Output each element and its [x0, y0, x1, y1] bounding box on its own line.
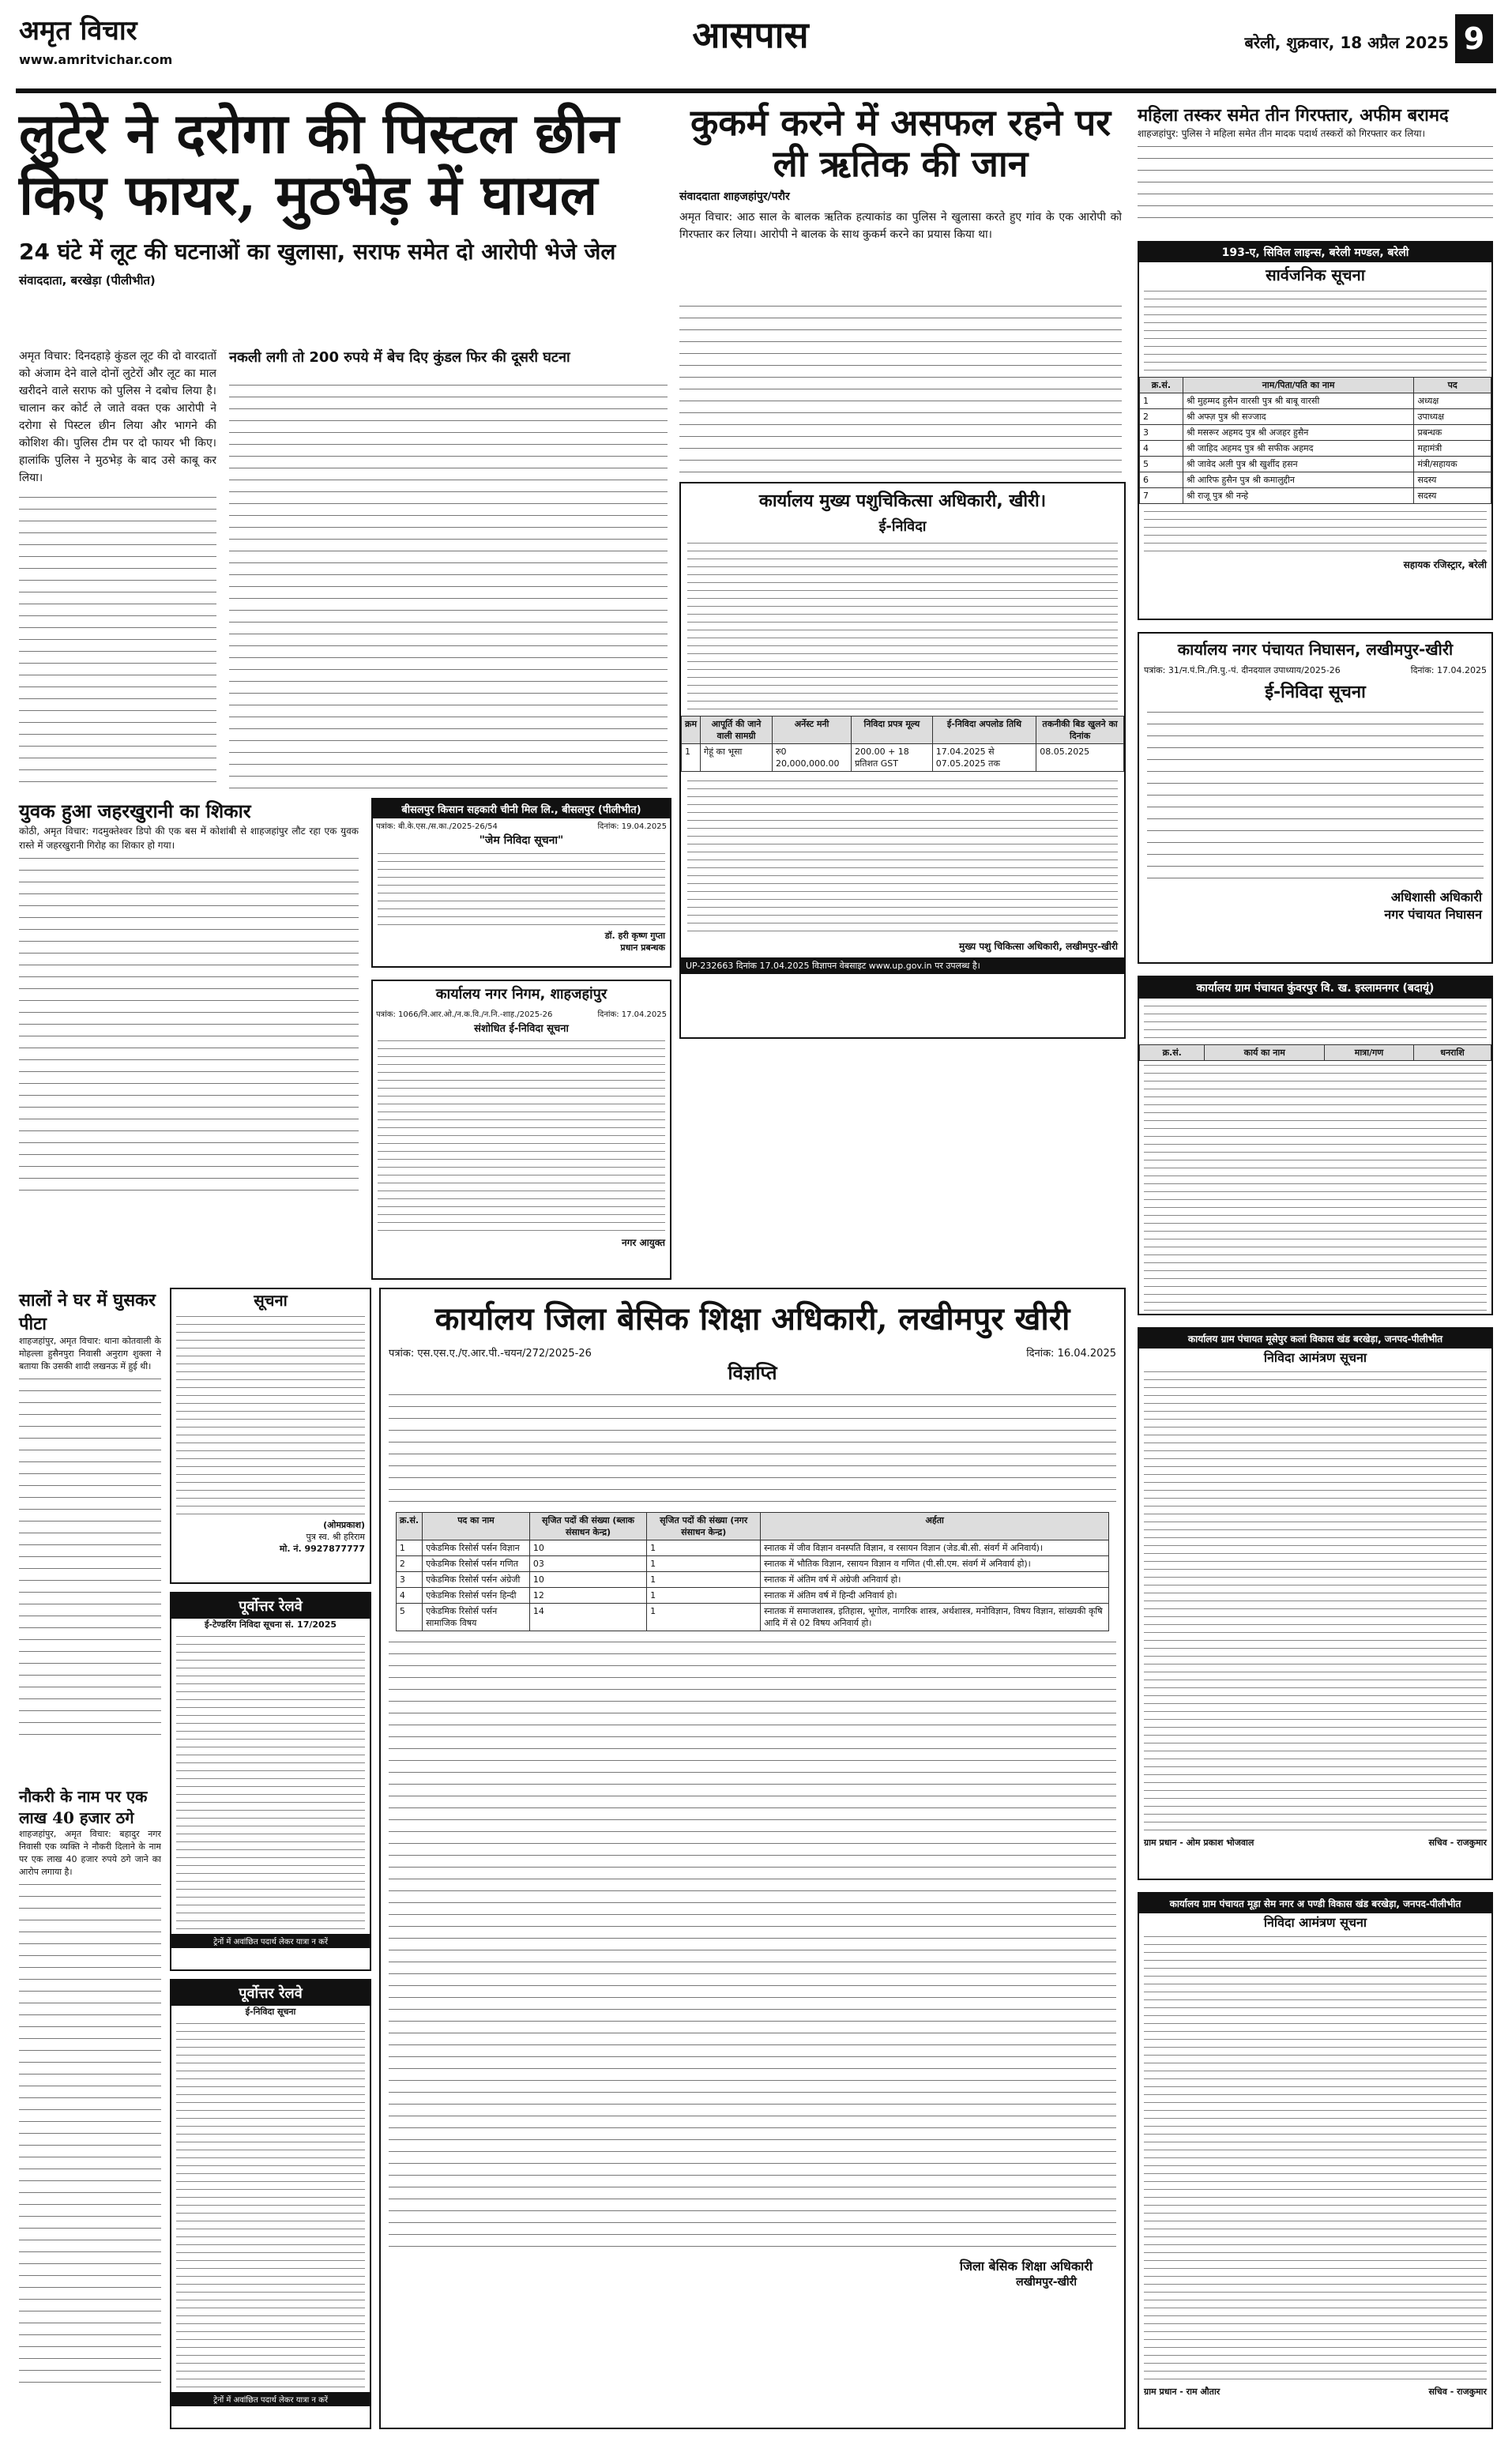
table-cell: श्री मुहम्मद हुसैन वारसी पुत्र श्री बाबू वारसी — [1183, 393, 1414, 409]
table-header: क्र.सं. — [1140, 378, 1183, 393]
railway-notice-1 — [170, 1592, 371, 1971]
table-cell: 3 — [396, 1572, 422, 1588]
text-placeholder — [19, 491, 216, 790]
table-cell: स्नातक में अंतिम वर्ष में अंग्रेजी अनिवार्य हो। — [761, 1572, 1109, 1588]
basic-edu-notice — [379, 1288, 1126, 2429]
table-row — [396, 1604, 1108, 1631]
story-tasker-text: शाहजहांपुर: पुलिस ने महिला समेत तीन मादक पदार्थ तस्करों को गिरफ्तार कर लिया। — [1138, 128, 1426, 139]
story-pitai — [19, 1288, 161, 1736]
table-cell: श्री जावेद अली पुत्र श्री खुर्शीद हसन — [1183, 457, 1414, 472]
paper-website[interactable]: www.amritvichar.com — [19, 52, 173, 67]
table-cell: उपाध्यक्ष — [1414, 409, 1491, 425]
basic-edu-title: कार्यालय जिला बेसिक शिक्षा अधिकारी, लखीमपुर खीरी — [434, 1300, 1070, 1337]
np-nighasan-sign-2: नगर पंचायत निघासन — [1384, 907, 1482, 922]
table-cell: स्नातक में समाजशास्त्र, इतिहास, भूगोल, नागरिक शास्त्र, अर्थशास्त्र, मनोविज्ञान, विषय विज्ञान, सांख्यकी कृषि आदि में से 02 विषय अनिवार्य हो। — [761, 1604, 1109, 1631]
nagar-nigam-title: कार्यालय नगर निगम, शाहजहांपुर — [435, 986, 607, 1002]
table-cell: स्नातक में जीव विज्ञान वनस्पति विज्ञान, व रसायन विज्ञान (जेड.बी.सी. संवर्ग में अनिवार्य)। — [761, 1540, 1109, 1556]
table-cell: श्री आरिफ हुसैन पुत्र श्री कमालुद्दीन — [1183, 472, 1414, 488]
text-placeholder — [687, 539, 1118, 713]
table-cell: 6 — [1140, 472, 1183, 488]
text-placeholder — [19, 1373, 161, 1736]
text-placeholder — [1138, 141, 1493, 220]
table-header: क्र.सं. — [396, 1513, 422, 1540]
gp-muda-sign-1: ग्राम प्रधान - राम औतार — [1144, 2387, 1221, 2397]
np-nighasan-notice — [1138, 632, 1493, 964]
table-cell: 1 — [647, 1556, 761, 1572]
railway-1-title: पूर्वोत्तर रेलवे — [171, 1593, 370, 1619]
text-placeholder — [687, 777, 1118, 935]
table-cell: स्नातक में अंतिम वर्ष में हिन्दी अनिवार्य हो। — [761, 1588, 1109, 1604]
np-nighasan-title: कार्यालय नगर पंचायत निघासन, लखीमपुर-खीरी — [1177, 640, 1454, 659]
np-nighasan-subtitle: ई-निविदा सूचना — [1265, 683, 1366, 702]
table-cell: स्नातक में भौतिक विज्ञान, रसायन विज्ञान व गणित (पी.सी.एम. संवर्ग में अनिवार्य हो)। — [761, 1556, 1109, 1572]
gp-musepur-notice — [1138, 1327, 1493, 1880]
bisalpur-date: दिनांक: 19.04.2025 — [597, 822, 667, 831]
masthead-logo — [19, 11, 209, 82]
public-notice-header: 193-ए, सिविल लाइन्स, बरेली मण्डल, बरेली — [1139, 243, 1491, 262]
story-thagi — [19, 1785, 161, 2384]
table-cell: 1 — [1140, 393, 1183, 409]
table-cell: 1 — [682, 744, 701, 772]
table-cell: 12 — [529, 1588, 646, 1604]
lead-headline-1: लुटेरे ने दरोगा की पिस्टल छीन — [19, 100, 619, 166]
table-cell: 5 — [396, 1604, 422, 1631]
story-thagi-headline: नौकरी के नाम पर एक लाख 40 हजार ठगे — [19, 1787, 148, 1827]
lead-subhead: 24 घंटे में लूट की घटनाओं का खुलासा, सराफ समेत दो आरोपी भेजे जेल — [19, 238, 616, 265]
table-header: मात्रा/गण — [1325, 1045, 1414, 1061]
gp-muda-sign-2: सचिव - राजकुमार — [1428, 2387, 1487, 2397]
text-placeholder — [1144, 1002, 1487, 1041]
story-tasker — [1138, 103, 1493, 220]
text-placeholder — [176, 1632, 365, 1932]
table-row — [1140, 488, 1491, 504]
public-notice-sign: सहायक रजिस्ट्रार, बरेली — [1403, 559, 1487, 570]
nagar-nigam-subtitle: संशोधित ई-निविदा सूचना — [474, 1023, 569, 1035]
table-cell: महामंत्री — [1414, 441, 1491, 457]
vet-notice — [679, 482, 1126, 1039]
table-cell: एकेडमिक रिसोर्स पर्सन हिन्दी — [423, 1588, 530, 1604]
table-cell: 4 — [396, 1588, 422, 1604]
bisalpur-subtitle: "जेम निविदा सूचना" — [479, 834, 564, 847]
basic-edu-ref: पत्रांक: एस.एस.ए./ए.आर.पी.-चयन/272/2025-26 — [389, 1348, 592, 1360]
railway-notice-2 — [170, 1979, 371, 2429]
table-header: आपूर्ति की जाने वाली सामग्री — [701, 717, 773, 744]
nagar-nigam-ref: पत्रांक: 1066/नि.आर.ओ./न.क.वि./न.नि.-शाह./2025-26 — [376, 1010, 553, 1019]
text-placeholder — [1144, 1367, 1487, 1834]
table-cell: मंत्री/सहायक — [1414, 457, 1491, 472]
nagar-nigam-notice — [371, 980, 671, 1280]
table-cell: 1 — [647, 1572, 761, 1588]
table-cell: अध्यक्ष — [1414, 393, 1491, 409]
gp-musepur-sign-2: सचिव - राजकुमार — [1428, 1838, 1487, 1848]
public-notice-table — [1139, 377, 1491, 504]
bisalpur-ref: पत्रांक: बी.के.एस./स.का./2025-26/54 — [376, 822, 498, 831]
vet-notice-table — [681, 716, 1124, 772]
table-cell: गेहूं का भूसा — [701, 744, 773, 772]
basic-edu-subtitle: विज्ञप्ति — [728, 1362, 777, 1384]
vet-notice-footer: UP-232663 दिनांक 17.04.2025 विज्ञापन वेबसाइट www.up.gov.in पर उपलब्ध है। — [681, 957, 1124, 974]
railway-1-subtitle: ई-टेण्डरिंग निविदा सूचना सं. 17/2025 — [204, 1619, 337, 1630]
gp-musepur-sign-1: ग्राम प्रधान - ओम प्रकाश भोजवाल — [1144, 1838, 1254, 1848]
table-cell: 10 — [529, 1540, 646, 1556]
table-cell: एकेडमिक रिसोर्स पर्सन विज्ञान — [423, 1540, 530, 1556]
table-header: अर्हता — [761, 1513, 1109, 1540]
table-cell: सदस्य — [1414, 488, 1491, 504]
text-placeholder — [19, 852, 359, 1192]
masthead-rule — [16, 88, 1496, 93]
story-kukarm-byline: संवाददाता शाहजहांपुर/परौर — [679, 190, 790, 204]
lead-sub-headline: नकली लगी तो 200 रुपये में बेच दिए कुंडल फिर की दूसरी घटना — [229, 349, 570, 366]
table-row — [1140, 457, 1491, 472]
table-cell: 2 — [1140, 409, 1183, 425]
story-pitai-headline: सालों ने घर में घुसकर पीटा — [19, 1290, 156, 1334]
gp-musepur-subtitle: निविदा आमंत्रण सूचना — [1263, 1350, 1367, 1365]
gp-muda-title: कार्यालय ग्राम पंचायत मूड़ा सेम नगर अ पण्डी विकास खंड बरखेड़ा, जनपद-पीलीभीत — [1139, 1894, 1491, 1913]
np-nighasan-sign-1: अधिशासी अधिकारी — [1390, 890, 1482, 905]
table-row — [682, 744, 1124, 772]
lead-story — [19, 100, 667, 288]
table-row — [1140, 441, 1491, 457]
table-header: अर्नेस्ट मनी — [772, 717, 851, 744]
text-placeholder — [1144, 507, 1487, 555]
table-header: ई-निविदा अपलोड तिथि — [932, 717, 1036, 744]
table-cell: 1 — [396, 1540, 422, 1556]
gp-muda-subtitle: निविदा आमंत्रण सूचना — [1263, 1915, 1367, 1930]
lead-byline: संवाददाता, बरखेड़ा (पीलीभीत) — [19, 273, 156, 288]
table-cell: 4 — [1140, 441, 1183, 457]
table-cell: 1 — [647, 1604, 761, 1631]
table-header: कार्य का नाम — [1205, 1045, 1325, 1061]
text-placeholder — [1147, 706, 1484, 888]
table-cell: एकेडमिक रिसोर्स पर्सन अंग्रेजी — [423, 1572, 530, 1588]
story-tasker-headline: महिला तस्कर समेत तीन गिरफ्तार, अफीम बरामद — [1138, 105, 1449, 126]
text-placeholder — [1144, 287, 1487, 374]
table-cell: एकेडमिक रिसोर्स पर्सन सामाजिक विषय — [423, 1604, 530, 1631]
np-nighasan-date: दिनांक: 17.04.2025 — [1410, 665, 1487, 675]
gp-kunwarpur-notice — [1138, 976, 1493, 1315]
table-row — [1140, 393, 1491, 409]
text-placeholder — [378, 849, 665, 928]
np-nighasan-ref: पत्रांक: 31/न.पं.नि./नि.पु.-पं. दीनदयाल उपाध्याय/2025-26 — [1144, 665, 1341, 675]
page-number: 9 — [1455, 14, 1493, 63]
gp-muda-notice — [1138, 1892, 1493, 2429]
gp-kunwarpur-title: कार्यालय ग्राम पंचायत कुंवरपुर वि. ख. इस्लामनगर (बदायूं) — [1139, 977, 1491, 999]
table-cell: 2 — [396, 1556, 422, 1572]
table-cell: 14 — [529, 1604, 646, 1631]
text-placeholder — [1144, 1932, 1487, 2383]
lead-story-body — [19, 348, 216, 790]
story-jaharkhurani — [19, 798, 359, 1192]
table-row — [1140, 472, 1491, 488]
table-header: पद — [1414, 378, 1491, 393]
table-cell: एकेडमिक रिसोर्स पर्सन गणित — [423, 1556, 530, 1572]
public-notice-title: सार्वजनिक सूचना — [1266, 265, 1365, 284]
text-placeholder — [378, 1036, 665, 1234]
railway-2-title: पूर्वोत्तर रेलवे — [171, 1980, 370, 2006]
vet-notice-title: कार्यालय मुख्य पशुचिकित्सा अधिकारी, खीरी। — [758, 491, 1047, 511]
table-row — [396, 1556, 1108, 1572]
table-cell: 5 — [1140, 457, 1183, 472]
table-cell: श्री जाहिद अहमद पुत्र श्री सफीक अहमद — [1183, 441, 1414, 457]
lead-story-text: अमृत विचार: दिनदहाड़े कुंडल लूट की दो वारदातों को अंजाम देने वाले दोनों लुटेरों और लूट का माल खरीदने वाले सराफ को पुलिस ने दबोच लिया है। चालान कर कोर्ट ले जाते वक्त एक आरोपी ने दरोगा से पिस्टल छीन लिया और भागने की कोशिश की। पुलिस टीम पर दो फायर भी किए। हालांकि पुलिस ने मुठभेड़ के बाद उसे काबू कर लिया। — [19, 350, 216, 484]
table-header: नाम/पिता/पति का नाम — [1183, 378, 1414, 393]
table-cell: 17.04.2025 से 07.05.2025 तक — [932, 744, 1036, 772]
paper-name: अमृत विचार — [19, 15, 137, 47]
table-cell: 03 — [529, 1556, 646, 1572]
text-placeholder — [176, 1312, 365, 1518]
railway-2-subtitle: ई-निविदा सूचना — [245, 2007, 296, 2017]
nagar-nigam-sign: नगर आयुक्त — [622, 1237, 665, 1248]
story-kukarm-text: अमृत विचार: आठ साल के बालक ऋतिक हत्याकांड का पुलिस ने खुलासा करते हुए गांव के एक आरोपी को गिरफ्तार कर लिया। आरोपी ने बालक के साथ कुकर्म करने का प्रयास किया था। — [679, 211, 1122, 242]
railway-1-footer: ट्रेनों में अवांछित पदार्थ लेकर यात्रा न करें — [171, 1934, 370, 1948]
vet-notice-subtitle: ई-निविदा — [878, 518, 927, 535]
bisalpur-notice — [371, 798, 671, 968]
table-row — [396, 1588, 1108, 1604]
small-notice-sign-2: पुत्र स्व. श्री हरिराम — [306, 1532, 365, 1542]
table-cell: श्री अफ्ज़ पुत्र श्री सज्जाद — [1183, 409, 1414, 425]
table-header: तकनीकी बिड खुलने का दिनांक — [1036, 717, 1124, 744]
story-kukarm — [679, 103, 1122, 243]
story-pitai-text: शाहजहांपुर, अमृत विचार: थाना कोतवाली के मोहल्ला हुसैनपुरा निवासी अनुराग शुक्ला ने बताया कि उसकी शादी लखनऊ में हुई थी। — [19, 1336, 161, 1371]
basic-edu-table — [396, 1512, 1109, 1631]
table-row — [396, 1540, 1108, 1556]
text-placeholder — [176, 2019, 365, 2390]
table-cell: 7 — [1140, 488, 1183, 504]
table-cell: सदस्य — [1414, 472, 1491, 488]
lead-headline-2: किए फायर, मुठभेड़ में घायल — [19, 162, 598, 228]
railway-2-footer: ट्रेनों में अवांछित पदार्थ लेकर यात्रा न करें — [171, 2392, 370, 2406]
story-thagi-text: शाहजहांपुर, अमृत विचार: बहादुर नगर निवासी एक व्यक्ति ने नौकरी दिलाने के नाम पर एक लाख 40 हजार रुपये ठगे जाने का आरोप लगाया है। — [19, 1829, 161, 1877]
small-notice-title: सूचना — [254, 1291, 288, 1310]
text-placeholder — [19, 1879, 161, 2384]
table-header: क्र.सं. — [1140, 1045, 1205, 1061]
text-placeholder — [389, 1389, 1116, 1507]
small-notice-sign-1: (ओमप्रकाश) — [323, 1520, 365, 1530]
basic-edu-date: दिनांक: 16.04.2025 — [1026, 1348, 1116, 1360]
text-placeholder — [389, 1636, 1116, 2252]
bisalpur-sign-1: डॉ. हरी कृष्ण गुप्ता — [604, 931, 665, 941]
table-header: पद का नाम — [423, 1513, 530, 1540]
table-header: क्रम — [682, 717, 701, 744]
table-row — [1140, 425, 1491, 441]
story-jaharkhurani-text: कोठी, अमृत विचार: गदमुक्तेश्वर डिपो की एक बस में कोशांबी से शाहजहांपुर लौट रहा एक युवक रास्ते में जहरखुरानी गिरोह का शिकार हो गया। — [19, 826, 359, 851]
table-cell: 10 — [529, 1572, 646, 1588]
table-cell: प्रबन्धक — [1414, 425, 1491, 441]
table-cell: श्री राजू पुत्र श्री नन्हे — [1183, 488, 1414, 504]
nagar-nigam-date: दिनांक: 17.04.2025 — [597, 1010, 667, 1019]
table-cell: 1 — [647, 1540, 761, 1556]
table-header: धनराशि — [1413, 1045, 1491, 1061]
section-title: आसपास — [692, 13, 809, 56]
text-placeholder — [229, 379, 668, 790]
table-cell: श्री मसरूर अहमद पुत्र श्री अजहर हुसैन — [1183, 425, 1414, 441]
table-row — [396, 1572, 1108, 1588]
table-header: सृजित पदों की संख्या (ब्लाक संसाधन केन्द्र) — [529, 1513, 646, 1540]
bisalpur-title: बीसलपुर किसान सहकारी चीनी मिल लि., बीसलपुर (पीलीभीत) — [373, 799, 670, 818]
table-row — [1140, 409, 1491, 425]
gp-kunwarpur-table — [1139, 1044, 1491, 1061]
vet-notice-sign: मुख्य पशु चिकित्सा अधिकारी, लखीमपुर-खीरी — [959, 941, 1118, 952]
table-header: निविदा प्रपत्र मूल्य — [852, 717, 933, 744]
small-notice-phone: मो. नं. 9927877777 — [279, 1544, 365, 1554]
text-placeholder — [1144, 1061, 1487, 1314]
story-kukarm-headline: कुकर्म करने में असफल रहने पर ली ऋतिक की जान — [690, 101, 1111, 185]
table-cell: 3 — [1140, 425, 1183, 441]
basic-edu-sign-2: लखीमपुर-खीरी — [1016, 2276, 1077, 2289]
table-cell: 08.05.2025 — [1036, 744, 1124, 772]
table-cell: 1 — [647, 1588, 761, 1604]
date-line: बरेली, शुक्रवार, 18 अप्रैल 2025 — [1244, 33, 1449, 52]
table-cell: रु0 20,000,000.00 — [772, 744, 851, 772]
public-notice — [1138, 241, 1493, 620]
gp-musepur-title: कार्यालय ग्राम पंचायत मूसेपुर कलां विकास खंड बरखेड़ा, जनपद-पीलीभीत — [1139, 1329, 1491, 1349]
bisalpur-sign-2: प्रधान प्रबन्धक — [620, 942, 665, 953]
table-cell: 200.00 + 18 प्रतिशत GST — [852, 744, 933, 772]
table-header: सृजित पदों की संख्या (नगर संसाधन केन्द्र) — [647, 1513, 761, 1540]
story-jaharkhurani-headline: युवक हुआ जहरखुरानी का शिकार — [19, 799, 251, 822]
small-notice — [170, 1288, 371, 1584]
text-placeholder — [679, 300, 1122, 474]
basic-edu-sign-1: जिला बेसिक शिक्षा अधिकारी — [959, 2259, 1093, 2274]
